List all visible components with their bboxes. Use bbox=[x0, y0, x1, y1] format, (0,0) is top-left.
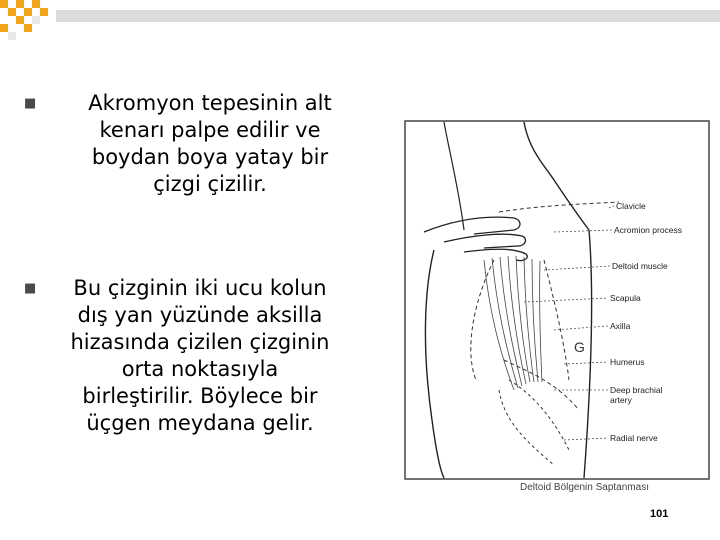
text-line: birleştirilir. Böylece bir bbox=[82, 384, 318, 408]
text-line: boydan boya yatay bir bbox=[91, 145, 329, 169]
text-line: kenarı palpe edilir ve bbox=[99, 118, 321, 142]
bullet-marker: ■ bbox=[24, 96, 37, 111]
deltoid-region-figure bbox=[404, 120, 710, 480]
bullet-marker: ■ bbox=[24, 281, 37, 296]
header-decoration bbox=[0, 0, 720, 40]
text-line: hizasında çizilen çizginin bbox=[70, 330, 330, 354]
bullet-text-2 bbox=[30, 275, 370, 437]
figure-caption: Deltoid Bölgenin Saptanması bbox=[520, 482, 649, 493]
text-line: dış yan yüzünde aksilla bbox=[77, 303, 323, 327]
text-line: Akromyon tepesinin alt bbox=[88, 91, 332, 115]
bullet-text-1 bbox=[40, 90, 380, 198]
text-line: üçgen meydana gelir. bbox=[86, 411, 314, 435]
label-acromion-process: Acromion process bbox=[614, 225, 683, 235]
page-number: 101 bbox=[650, 508, 669, 520]
figure-frame bbox=[405, 121, 709, 479]
text-line: Bu çizginin iki ucu kolun bbox=[73, 276, 327, 300]
label-axilla: Axilla bbox=[610, 321, 631, 331]
label-humerus: Humerus bbox=[610, 357, 645, 367]
figure-inner-mark: G bbox=[574, 339, 585, 355]
label-deep-brachial-artery: Deep brachial artery bbox=[610, 385, 663, 405]
label-radial-nerve: Radial nerve bbox=[610, 433, 658, 443]
text-line: çizgi çizilir. bbox=[153, 172, 267, 196]
label-clavicle: Clavicle bbox=[616, 201, 646, 211]
text-line: orta noktasıyla bbox=[121, 357, 279, 381]
label-scapula: Scapula bbox=[610, 293, 641, 303]
label-deltoid-muscle: Deltoid muscle bbox=[612, 261, 668, 271]
